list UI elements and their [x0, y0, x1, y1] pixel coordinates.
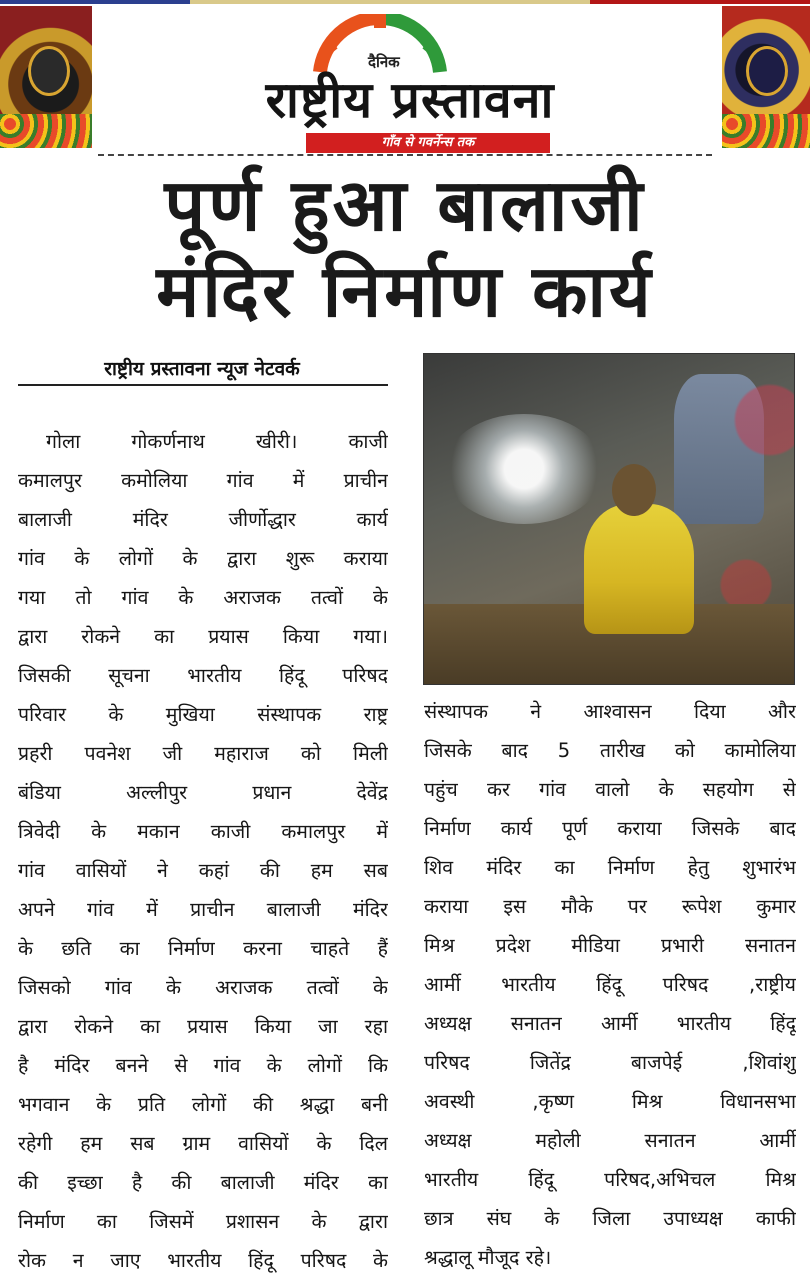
article-text-line: बंडिया अल्लीपुर प्रधान देवेंद्र	[18, 781, 388, 804]
article-text-line: आर्मी भारतीय हिंदू परिषद ,राष्ट्रीय	[424, 973, 796, 996]
article-text-line: गोला गोकर्णनाथ खीरी। काजी	[46, 430, 388, 453]
newspaper-title: राष्ट्रीय प्रस्तावना	[265, 71, 555, 129]
article-text-line: भारतीय हिंदू परिषद,अभिचल मिश्र	[424, 1168, 796, 1191]
deity-image-left	[0, 6, 92, 148]
article-body-left-column	[18, 422, 388, 1280]
deity-image-right	[722, 6, 810, 148]
article-text-line: जिसके बाद 5 तारीख को कामोलिया	[424, 739, 796, 762]
article-text-line: के छति का निर्माण करना चाहते हैं	[18, 937, 388, 960]
article-text-line: निर्माण का जिसमें प्रशासन के द्वारा	[18, 1210, 388, 1233]
headline-line-1: पूर्ण हुआ बालाजी	[164, 163, 646, 247]
article-text-line: निर्माण कार्य पूर्ण कराया जिसके बाद	[424, 817, 796, 840]
article-text-line: कमालपुर कमोलिया गांव में प्राचीन	[18, 469, 388, 492]
article-text-line: अवस्थी ,कृष्ण मिश्र विधानसभा	[424, 1090, 796, 1113]
byline-divider	[18, 384, 388, 386]
article-text-line: श्रद्धालू मौजूद रहे।	[424, 1246, 552, 1269]
article-text-line: अपने गांव में प्राचीन बालाजी मंदिर	[18, 898, 388, 921]
top-color-strip	[0, 0, 810, 4]
article-text-line: की इच्छा है की बालाजी मंदिर का	[18, 1171, 388, 1194]
article-text-line: रोक न जाए भारतीय हिंदू परिषद के	[18, 1249, 388, 1272]
article-text-line: है मंदिर बनने से गांव के लोगों कि	[18, 1054, 388, 1077]
article-text-line: परिवार के मुखिया संस्थापक राष्ट्र	[18, 703, 388, 726]
article-text-line: अध्यक्ष सनातन आर्मी भारतीय हिंदू	[424, 1012, 796, 1035]
article-photo	[423, 353, 795, 685]
article-text-line: द्वारा रोकने का प्रयास किया गया।	[18, 625, 388, 648]
article-text-line: द्वारा रोकने का प्रयास किया जा रहा	[18, 1015, 388, 1038]
article-text-line: शिव मंदिर का निर्माण हेतु शुभारंभ	[424, 856, 796, 879]
article-text-line: त्रिवेदी के मकान काजी कमालपुर में	[18, 820, 388, 843]
article-text-line: जिसको गांव के अराजक तत्वों के	[18, 976, 388, 999]
headline-line-2: मंदिर निर्माण कार्य	[156, 249, 654, 333]
masthead-divider	[98, 154, 712, 156]
article-text-line: अध्यक्ष महोली सनातन आर्मी	[424, 1129, 796, 1152]
article-headline	[10, 162, 800, 334]
article-text-line: मिश्र प्रदेश मीडिया प्रभारी सनातन	[424, 934, 796, 957]
article-text-line: परिषद जितेंद्र बाजपेई ,शिवांशु	[424, 1051, 796, 1074]
article-text-line: छात्र संघ के जिला उपाध्यक्ष काफी	[424, 1207, 796, 1230]
article-text-line: बालाजी मंदिर जीर्णोद्धार कार्य	[18, 508, 388, 531]
article-text-line: गांव के लोगों के द्वारा शुरू कराया	[18, 547, 388, 570]
article-text-line: गांव वासियों ने कहां की हम सब	[18, 859, 388, 882]
newspaper-tagline: गाँव से गवर्नेन्स तक	[381, 135, 475, 150]
article-byline: राष्ट्रीय प्रस्तावना न्यूज नेटवर्क	[104, 358, 300, 380]
dainik-label: दैनिक	[368, 53, 400, 71]
article-text-line: प्रहरी पवनेश जी महाराज को मिली	[18, 742, 388, 765]
article-text-line: पहुंच कर गांव वालो के सहयोग से	[424, 778, 796, 801]
article-text-line: संस्थापक ने आश्वासन दिया और	[424, 700, 796, 723]
article-text-line: रहेगी हम सब ग्राम वासियों के दिल	[18, 1132, 388, 1155]
article-body-right-column	[424, 692, 796, 1277]
article-text-line: भगवान के प्रति लोगों की श्रद्धा बनी	[18, 1093, 388, 1116]
article-text-line: जिसकी सूचना भारतीय हिंदू परिषद	[18, 664, 388, 687]
article-text-line: कराया इस मौके पर रूपेश कुमार	[424, 895, 796, 918]
article-text-line: गया तो गांव के अराजक तत्वों के	[18, 586, 388, 609]
